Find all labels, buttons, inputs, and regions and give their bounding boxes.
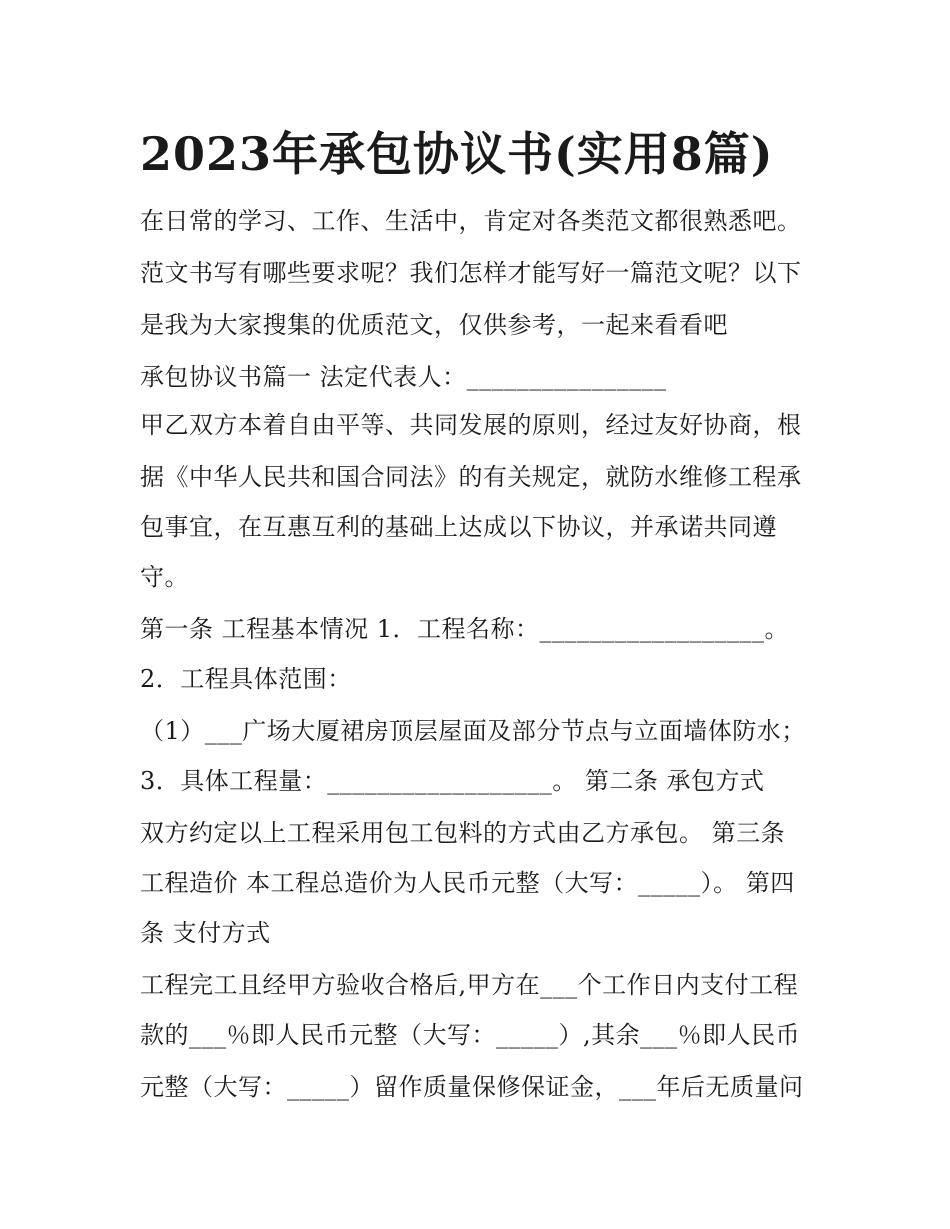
paragraph-line: 工程完工且经甲方验收合格后,甲方在___个工作日内支付工程 [140, 971, 799, 999]
paragraph-line: 在日常的学习、工作、生活中，肯定对各类范文都很熟悉吧。 [140, 207, 802, 235]
paragraph-line: 3．具体工程量：__________________。 第二条 承包方式 [140, 767, 765, 795]
paragraph-line: 2．工程具体范围： [140, 665, 352, 693]
paragraph-line: 承包协议书篇一 法定代表人：________________ [140, 363, 667, 391]
paragraph-line: 守。 [140, 563, 189, 591]
paragraph-line: 包事宜，在互惠互利的基础上达成以下协议，并承诺共同遵 [140, 513, 777, 541]
paragraph-line: 据《中华人民共和国合同法》的有关规定，就防水维修工程承 [140, 463, 802, 491]
document-title: 2023年承包协议书(实用8篇) [140, 127, 774, 181]
paragraph-line: 元整（大写：_____）留作质量保修保证金，___年后无质量问 [140, 1073, 804, 1101]
paragraph-line: 第一条 工程基本情况 1．工程名称：__________________。 [140, 615, 790, 643]
paragraph-line: 甲乙双方本着自由平等、共同发展的原则，经过友好协商，根 [140, 411, 802, 439]
paragraph-line: 范文书写有哪些要求呢？我们怎样才能写好一篇范文呢？以下 [140, 259, 802, 287]
paragraph-line: （1）___广场大厦裙房顶层屋面及部分节点与立面墙体防水； [140, 717, 806, 745]
paragraph-line: 条 支付方式 [140, 919, 271, 947]
paragraph-line: 款的___％即人民币元整（大写：_____）,其余___％即人民币 [140, 1021, 801, 1049]
paragraph-line: 工程造价 本工程总造价为人民币元整（大写：_____）。 第四 [140, 869, 795, 897]
paragraph-line: 是我为大家搜集的优质范文，仅供参考，一起来看看吧 [140, 311, 728, 339]
paragraph-line: 双方约定以上工程采用包工包料的方式由乙方承包。 第三条 [140, 819, 786, 847]
